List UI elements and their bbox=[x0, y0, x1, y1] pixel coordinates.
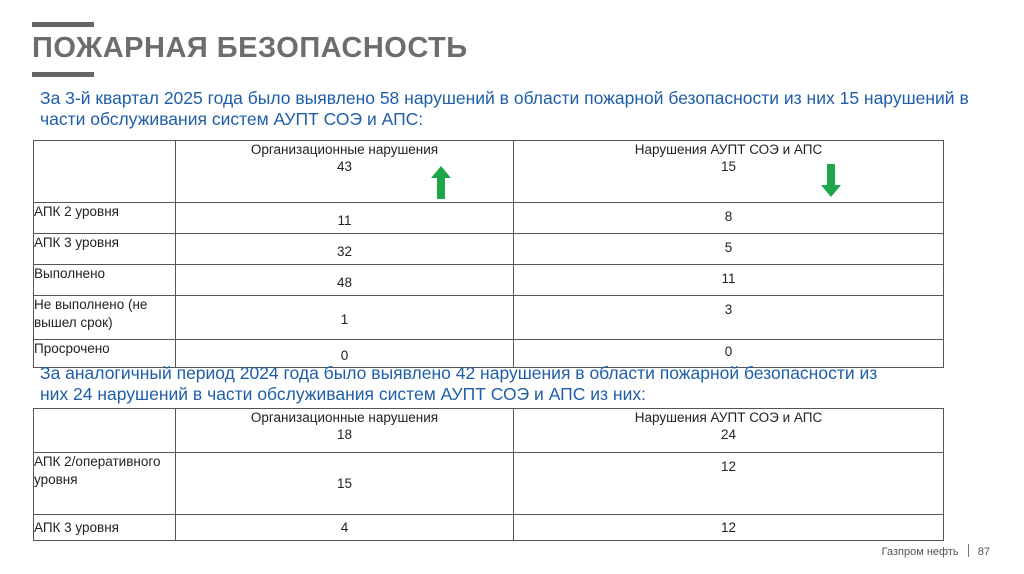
table-2025 bbox=[33, 140, 944, 368]
intro-2025: За 3-й квартал 2025 года было выявлено 58 нарушений в области пожарной безопасности из них 15 нарушений в части обслуживания систем АУПТ СОЭ и АПС: bbox=[40, 88, 969, 129]
row-label: АПК 2/оперативного уровня bbox=[34, 453, 176, 515]
arrow-up-icon bbox=[431, 166, 451, 199]
table-2024 bbox=[33, 408, 944, 541]
aupt-header: Нарушения АУПТ СОЭ и АПС bbox=[634, 410, 823, 425]
org-header: Организационные нарушения bbox=[250, 142, 439, 157]
footer-divider bbox=[968, 544, 969, 557]
org-header: Организационные нарушения bbox=[250, 410, 439, 425]
org-value: 32 bbox=[176, 234, 514, 265]
row-label: Просрочено bbox=[34, 340, 176, 368]
page-title: ПОЖАРНАЯ БЕЗОПАСНОСТЬ bbox=[32, 32, 468, 64]
org-value: 15 bbox=[176, 453, 514, 515]
row-label: АПК 3 уровня bbox=[34, 515, 176, 541]
table-row bbox=[34, 265, 944, 296]
org-total: 43 bbox=[336, 159, 353, 174]
footer-company: Газпром нефть bbox=[881, 546, 959, 558]
aupt-total: 15 bbox=[720, 159, 737, 174]
org-value: 0 bbox=[176, 340, 514, 368]
title-bar-top bbox=[32, 22, 94, 27]
table-row bbox=[34, 234, 944, 265]
row-label: Выполнено bbox=[34, 265, 176, 296]
aupt-value: 12 bbox=[514, 453, 944, 515]
page-number: 87 bbox=[977, 546, 990, 558]
aupt-value: 11 bbox=[514, 265, 944, 296]
table-2024-header-row bbox=[34, 409, 944, 453]
aupt-header-cell bbox=[514, 141, 944, 203]
arrow-down-icon bbox=[821, 164, 841, 197]
aupt-value: 5 bbox=[514, 234, 944, 265]
aupt-header-cell bbox=[514, 409, 944, 453]
org-header-cell bbox=[176, 141, 514, 203]
table-row bbox=[34, 515, 944, 541]
org-value: 4 bbox=[176, 515, 514, 541]
org-total: 18 bbox=[336, 427, 353, 442]
table-row bbox=[34, 296, 944, 340]
title-bar-bottom bbox=[32, 72, 94, 77]
empty-header-cell bbox=[34, 141, 176, 203]
org-value: 48 bbox=[176, 265, 514, 296]
footer bbox=[882, 544, 990, 558]
aupt-value: 12 bbox=[514, 515, 944, 541]
empty-header-cell bbox=[34, 409, 176, 453]
table-2025-header-row bbox=[34, 141, 944, 203]
aupt-total: 24 bbox=[720, 427, 737, 442]
intro-2024: За аналогичный период 2024 года было выявлено 42 нарушения в области пожарной безопасности из них 24 нарушений в части обслуживания систем АУПТ СОЭ и АПС из них: bbox=[40, 363, 878, 404]
aupt-value: 8 bbox=[514, 203, 944, 234]
row-label: Не выполнено (не вышел срок) bbox=[34, 296, 176, 340]
org-value: 1 bbox=[176, 296, 514, 340]
row-label: АПК 3 уровня bbox=[34, 234, 176, 265]
row-label: АПК 2 уровня bbox=[34, 203, 176, 234]
org-value: 11 bbox=[176, 203, 514, 234]
aupt-value: 3 bbox=[514, 296, 944, 340]
table-row bbox=[34, 203, 944, 234]
org-header-cell bbox=[176, 409, 514, 453]
aupt-value: 0 bbox=[514, 340, 944, 368]
aupt-header: Нарушения АУПТ СОЭ и АПС bbox=[634, 142, 823, 157]
table-row bbox=[34, 453, 944, 515]
